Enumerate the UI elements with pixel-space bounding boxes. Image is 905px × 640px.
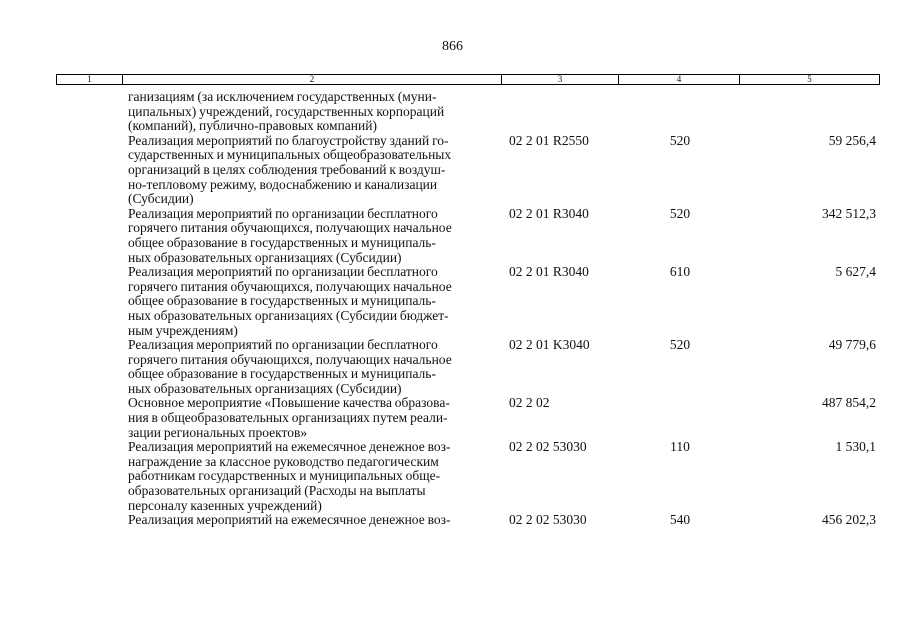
description-line: Реализация мероприятий по организации бесплатного: [128, 337, 438, 353]
description-line: но-тепловому режиму, водоснабжению и канализации: [128, 176, 438, 192]
table-row: [0, 513, 905, 528]
description-line: ных образовательных организациях (Субсидии): [128, 380, 402, 396]
description-line: общее образование в государственных и муниципаль-: [128, 366, 436, 382]
table-row: [0, 134, 905, 207]
description-line: ных образовательных организациях (Субсидии бюджет-: [128, 307, 449, 323]
table-row: [0, 338, 905, 396]
row-code: 02 2 02: [509, 395, 550, 411]
row-expense-type: 110: [670, 439, 690, 455]
description-line: работникам государственных и муниципальных обще-: [128, 468, 441, 484]
description-line: ципальных) учреждений, государственных корпораций: [128, 103, 445, 119]
row-amount: 1 530,1: [835, 439, 876, 455]
description-line: Реализация мероприятий по организации бесплатного: [128, 264, 438, 280]
header-col-4: 4: [619, 75, 740, 85]
header-col-1: 1: [57, 75, 123, 85]
description-line: (компаний), публично-правовых компаний): [128, 118, 377, 134]
table-row: [0, 207, 905, 265]
description-line: горячего питания обучающихся, получающих начальное: [128, 351, 452, 367]
table-row: [0, 265, 905, 338]
description-line: Реализация мероприятий по благоустройству зданий го-: [128, 132, 449, 148]
row-expense-type: 540: [669, 512, 691, 528]
row-code: 02 2 01 R3040: [509, 264, 589, 280]
row-description: [128, 265, 500, 338]
row-description: [128, 338, 500, 396]
budget-table-body: [0, 90, 905, 528]
table-row: [0, 396, 905, 440]
row-amount: 49 779,6: [828, 337, 876, 353]
row-expense-type: 520: [669, 132, 691, 148]
description-line: организаций в целях соблюдения требований к воздуш-: [128, 161, 446, 177]
row-code: 02 2 02 53030: [509, 512, 587, 528]
row-expense-type: 520: [669, 337, 691, 353]
column-number-header: [56, 74, 880, 85]
description-line: горячего питания обучающихся, получающих начальное: [128, 278, 452, 294]
description-line: сударственных и муниципальных общеобразовательных: [128, 147, 452, 163]
description-line: образовательных организаций (Расходы на выплаты: [128, 483, 426, 499]
description-line: Реализация мероприятий на ежемесячное денежное воз-: [128, 439, 451, 455]
description-line: Реализация мероприятий на ежемесячное денежное воз-: [128, 512, 451, 528]
row-expense-type: 520: [669, 205, 691, 221]
row-description: [128, 513, 500, 528]
description-line: ганизациям (за исключением государственных (муни-: [128, 89, 437, 104]
header-col-5: 5: [740, 75, 880, 85]
header-col-3: 3: [502, 75, 619, 85]
description-line: ных образовательных организациях (Субсидии): [128, 249, 402, 265]
header-col-2: 2: [123, 75, 502, 85]
table-row: [0, 90, 905, 134]
row-description: [128, 440, 500, 513]
row-description: [128, 396, 500, 440]
row-amount: 487 854,2: [822, 395, 876, 411]
description-line: (Субсидии): [128, 191, 194, 207]
row-code: 02 2 02 53030: [509, 439, 587, 455]
description-line: ния в общеобразовательных организациях путем реали-: [128, 410, 448, 426]
row-amount: 342 512,3: [822, 205, 876, 221]
row-code: 02 2 01 K3040: [509, 337, 590, 353]
row-code: 02 2 01 R2550: [509, 132, 589, 148]
row-description: [128, 134, 500, 207]
page-number: 866: [442, 39, 463, 54]
row-amount: 456 202,3: [822, 512, 876, 528]
description-line: горячего питания обучающихся, получающих начальное: [128, 220, 452, 236]
description-line: ным учреждениям): [128, 322, 238, 338]
description-line: персоналу казенных учреждений): [128, 497, 322, 513]
description-line: общее образование в государственных и муниципаль-: [128, 293, 436, 309]
row-code: 02 2 01 R3040: [509, 205, 589, 221]
table-row: [0, 440, 905, 513]
description-line: Реализация мероприятий по организации бесплатного: [128, 205, 438, 221]
row-description: [128, 90, 500, 134]
row-description: [128, 207, 500, 265]
description-line: общее образование в государственных и муниципаль-: [128, 234, 436, 250]
description-line: Основное мероприятие «Повышение качества образова-: [128, 395, 450, 411]
row-amount: 59 256,4: [828, 132, 876, 148]
description-line: зации региональных проектов»: [128, 424, 308, 440]
row-amount: 5 627,4: [835, 264, 876, 280]
row-expense-type: 610: [669, 264, 691, 280]
description-line: награждение за классное руководство педагогическим: [128, 453, 439, 469]
